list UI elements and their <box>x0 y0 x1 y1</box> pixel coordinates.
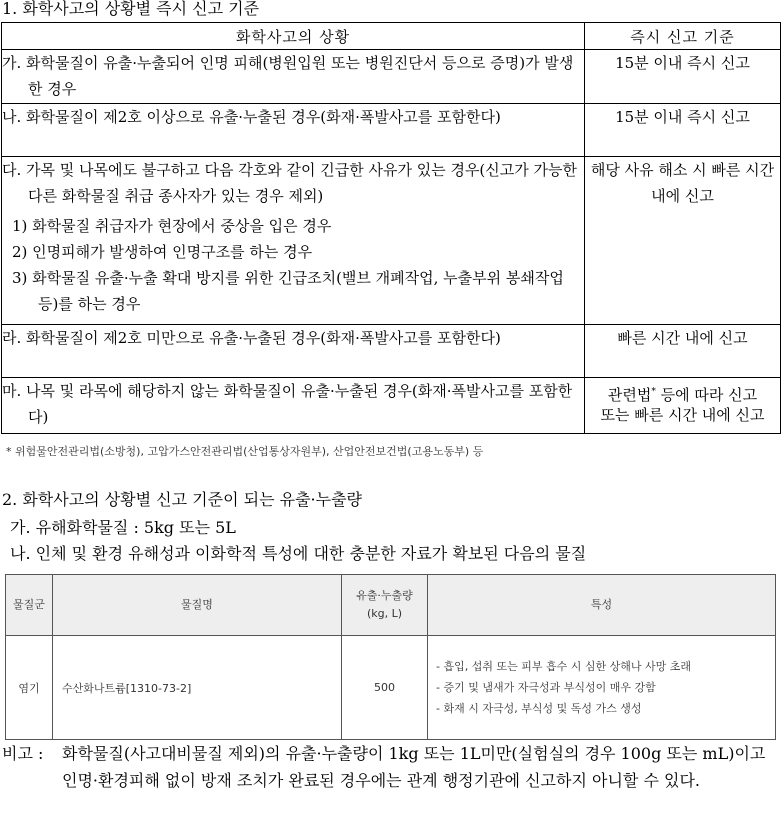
cell-name: 수산화나트륨[1310-73-2] <box>53 636 342 740</box>
criteria-da: 해당 사유 해소 시 빠른 시간 내에 신고 <box>585 157 781 325</box>
footnote-marker: * <box>651 387 656 397</box>
list-item: - 화재 시 자극성, 부식성 및 독성 가스 생성 <box>436 702 642 715</box>
situation-ma: 마. 나목 및 라목에 해당하지 않는 화학물질이 유출·누출된 경우(화재·폭발사고를 포함한다) <box>2 382 573 426</box>
header-name: 물질명 <box>53 575 342 636</box>
situation-da-sub-3: 3) 화학물질 유출·누출 확대 방지를 위한 긴급조치(밸브 개폐작업, 누출부위 봉쇄작업 등)를 하는 경우 <box>12 269 564 313</box>
immediate-report-table <box>1 22 781 434</box>
situation-da: 다. 가목 및 나목에도 불구하고 다음 각호와 같이 긴급한 사유가 있는 경우(신고가 가능한 다른 화학물질 취급 종사자가 있는 경우 제외) <box>2 161 577 205</box>
cell-property <box>428 636 776 740</box>
section2-title: 2. 화학사고의 상황별 신고 기준이 되는 유출·누출량 <box>2 490 362 509</box>
situation-ga: 가. 화학물질이 유출·누출되어 인명 피해(병원입원 또는 병원진단서 등으로 증명)가 발생한 경우 <box>2 54 574 98</box>
criteria-ga: 15분 이내 즉시 신고 <box>585 50 781 104</box>
footnote: * 위험물안전관리법(소방청), 고압가스안전관리법(산업통상자원부), 산업안전보건법(고용노동부) 등 <box>6 445 484 458</box>
item-b: 나. 인체 및 환경 유해성과 이화학적 특성에 대한 충분한 자료가 확보된 다음의 물질 <box>10 544 587 563</box>
list-item: - 흡입, 섭취 또는 피부 흡수 시 심한 상해나 사망 초래 <box>436 660 691 673</box>
header-property: 특성 <box>428 575 776 636</box>
table-header-row <box>6 575 776 636</box>
situation-ra: 라. 화학물질이 제2호 미만으로 유출·누출된 경우(화재·폭발사고를 포함한다) <box>2 329 501 347</box>
table-row <box>6 636 776 740</box>
table-row <box>2 157 781 325</box>
table-row <box>2 378 781 434</box>
criteria-ma: 관련법* 등에 따라 신고 또는 빠른 시간 내에 신고 <box>585 378 781 434</box>
table-row <box>2 104 781 157</box>
note-text: 화학물질(사고대비물질 제외)의 유출·누출량이 1kg 또는 1L미만(실험실의 경우 100g 또는 mL)이고 인명·환경피해 없이 방재 조치가 완료된 경우에는 관계 행정기관에 신고하지 아니할 수 있다. <box>62 744 766 790</box>
cell-amount: 500 <box>342 636 428 740</box>
situation-da-sub-2: 2) 인명피해가 발생하여 인명구조를 하는 경우 <box>12 243 313 261</box>
item-a: 가. 유해화학물질 : 5kg 또는 5L <box>10 518 236 537</box>
cell-group: 염기 <box>6 636 53 740</box>
substance-table <box>5 574 776 740</box>
note-label: 비고 : <box>2 744 44 763</box>
criteria-ra: 빠른 시간 내에 신고 <box>585 325 781 378</box>
section1-title: 1. 화학사고의 상황별 즉시 신고 기준 <box>2 0 260 18</box>
situation-da-sub-1: 1) 화학물질 취급자가 현장에서 중상을 입은 경우 <box>12 217 332 235</box>
table-row <box>2 50 781 104</box>
header-amount: 유출·누출량 (kg, L) <box>342 575 428 636</box>
header-situation: 화학사고의 상황 <box>2 23 585 50</box>
property-list <box>428 656 775 719</box>
situation-na: 나. 화학물질이 제2호 이상으로 유출·누출된 경우(화재·폭발사고를 포함한다) <box>2 108 501 126</box>
criteria-na: 15분 이내 즉시 신고 <box>585 104 781 157</box>
table-header-row <box>2 23 781 50</box>
header-criteria: 즉시 신고 기준 <box>585 23 781 50</box>
header-group: 물질군 <box>6 575 53 636</box>
table-row <box>2 325 781 378</box>
list-item: - 증기 및 냄새가 자극성과 부식성이 매우 강함 <box>436 681 656 694</box>
note <box>2 740 777 794</box>
